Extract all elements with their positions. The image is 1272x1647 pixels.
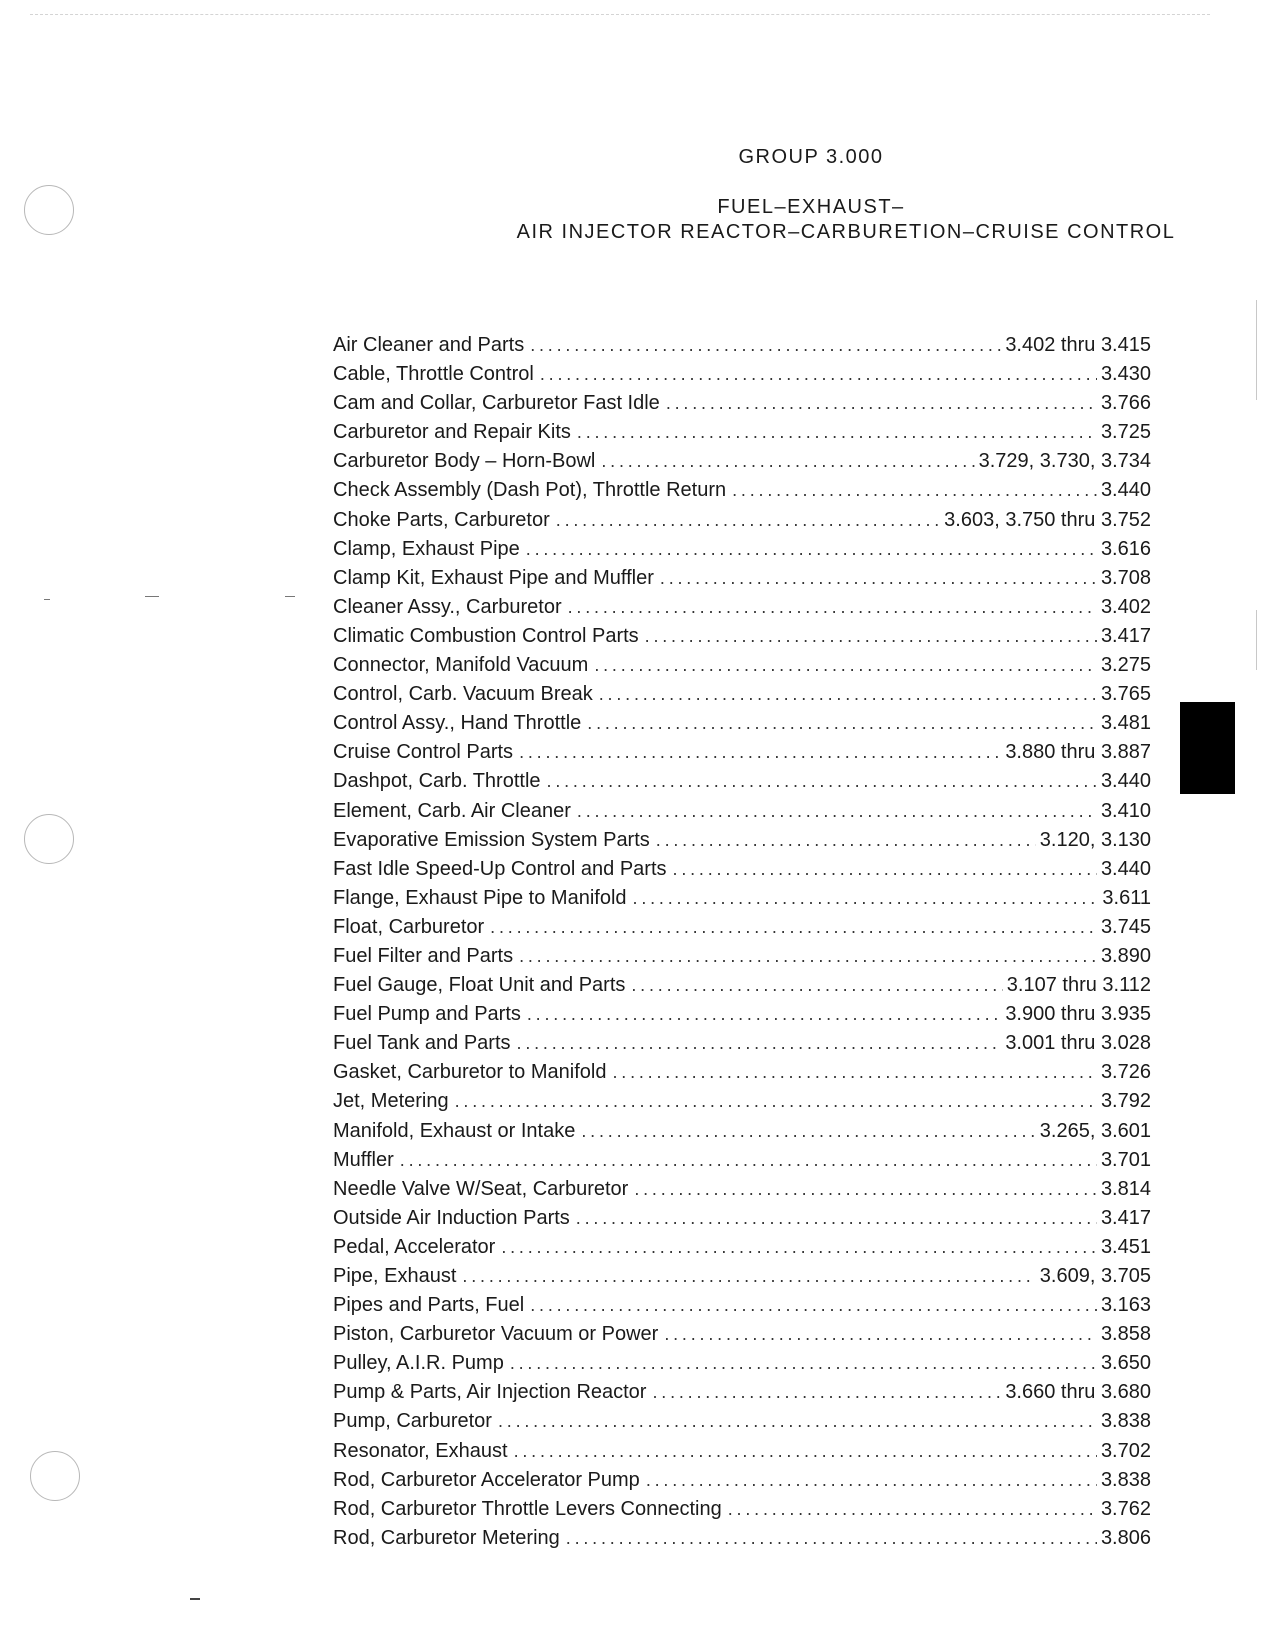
index-row bbox=[333, 1265, 1151, 1294]
index-ref: 3.410 bbox=[1100, 799, 1151, 822]
scan-edge-line bbox=[1256, 300, 1257, 400]
index-label: Check Assembly (Dash Pot), Throttle Return bbox=[333, 479, 727, 502]
index-ref: 3.858 bbox=[1100, 1323, 1151, 1346]
index-label: Fuel Pump and Parts bbox=[333, 1003, 521, 1026]
index-ref: 3.430 bbox=[1100, 363, 1151, 386]
index-row bbox=[333, 1032, 1151, 1061]
index-label: Fuel Tank and Parts bbox=[333, 1032, 511, 1055]
dot-leader bbox=[556, 510, 940, 531]
dot-leader bbox=[519, 946, 1097, 967]
index-row bbox=[333, 1207, 1151, 1236]
index-label: Jet, Metering bbox=[333, 1090, 449, 1113]
dot-leader bbox=[732, 480, 1097, 501]
dot-leader bbox=[599, 684, 1097, 705]
index-label: Cam and Collar, Carburetor Fast Idle bbox=[333, 392, 660, 415]
index-row bbox=[333, 596, 1151, 625]
index-ref: 3.890 bbox=[1100, 944, 1151, 967]
index-ref: 3.838 bbox=[1100, 1410, 1151, 1433]
index-row bbox=[333, 1440, 1151, 1469]
index-row bbox=[333, 450, 1151, 479]
index-label: Cleaner Assy., Carburetor bbox=[333, 595, 562, 618]
index-row bbox=[333, 1003, 1151, 1032]
index-row bbox=[333, 392, 1151, 421]
dot-leader bbox=[510, 1353, 1097, 1374]
index-ref: 3.481 bbox=[1100, 712, 1151, 735]
index-label: Muffler bbox=[333, 1148, 394, 1171]
dot-leader bbox=[462, 1266, 1035, 1287]
index-label: Outside Air Induction Parts bbox=[333, 1206, 570, 1229]
index-row bbox=[333, 567, 1151, 596]
index-label: Evaporative Emission System Parts bbox=[333, 828, 650, 851]
dot-leader bbox=[568, 597, 1097, 618]
dot-leader bbox=[577, 801, 1097, 822]
index-label: Manifold, Exhaust or Intake bbox=[333, 1119, 576, 1142]
index-row bbox=[333, 509, 1151, 538]
index-label: Climatic Combustion Control Parts bbox=[333, 624, 639, 647]
index-ref: 3.402 bbox=[1100, 595, 1151, 618]
index-label: Carburetor Body – Horn-Bowl bbox=[333, 450, 596, 473]
section-heading-line-1: FUEL–EXHAUST– bbox=[717, 196, 905, 218]
index-ref: 3.001 thru 3.028 bbox=[1005, 1032, 1151, 1055]
scan-mark bbox=[44, 599, 50, 600]
index-label: Rod, Carburetor Throttle Levers Connecting bbox=[333, 1497, 722, 1520]
index-row bbox=[333, 538, 1151, 567]
index-row bbox=[333, 1527, 1151, 1556]
index-row bbox=[333, 1381, 1151, 1410]
index-row bbox=[333, 421, 1151, 450]
index-ref: 3.603, 3.750 thru 3.752 bbox=[944, 508, 1151, 531]
index-label: Flange, Exhaust Pipe to Manifold bbox=[333, 886, 627, 909]
index-label: Needle Valve W/Seat, Carburetor bbox=[333, 1177, 629, 1200]
index-label: Fuel Filter and Parts bbox=[333, 944, 514, 967]
index-ref: 3.265, 3.601 bbox=[1039, 1119, 1151, 1142]
index-ref: 3.806 bbox=[1100, 1526, 1151, 1549]
dot-leader bbox=[633, 888, 1099, 909]
index-row bbox=[333, 334, 1151, 363]
index-row bbox=[333, 770, 1151, 799]
index-ref: 3.766 bbox=[1100, 392, 1151, 415]
index-row bbox=[333, 1236, 1151, 1265]
index-ref: 3.417 bbox=[1100, 1206, 1151, 1229]
index-ref: 3.611 bbox=[1102, 886, 1151, 909]
index-row bbox=[333, 887, 1151, 916]
index-label: Control, Carb. Vacuum Break bbox=[333, 683, 593, 706]
index-ref: 3.417 bbox=[1100, 624, 1151, 647]
dot-leader bbox=[530, 1295, 1097, 1316]
dot-leader bbox=[646, 1470, 1097, 1491]
dot-leader bbox=[631, 975, 1002, 996]
index-ref: 3.275 bbox=[1100, 654, 1151, 677]
index-ref: 3.900 thru 3.935 bbox=[1005, 1003, 1151, 1026]
index-label: Connector, Manifold Vacuum bbox=[333, 654, 589, 677]
index-label: Pump & Parts, Air Injection Reactor bbox=[333, 1381, 647, 1404]
index-label: Clamp, Exhaust Pipe bbox=[333, 537, 520, 560]
dot-leader bbox=[581, 1121, 1035, 1142]
scan-mark bbox=[285, 596, 295, 597]
section-heading-line-2: AIR INJECTOR REACTOR–CARBURETION–CRUISE CONTROL bbox=[516, 221, 1176, 243]
index-label: Control Assy., Hand Throttle bbox=[333, 712, 582, 735]
index-label: Pipes and Parts, Fuel bbox=[333, 1294, 525, 1317]
dot-leader bbox=[501, 1237, 1097, 1258]
index-label: Gasket, Carburetor to Manifold bbox=[333, 1061, 607, 1084]
index-row bbox=[333, 683, 1151, 712]
index-row bbox=[333, 625, 1151, 654]
dot-leader bbox=[498, 1411, 1097, 1432]
index-label: Pedal, Accelerator bbox=[333, 1235, 496, 1258]
group-title: GROUP 3.000 bbox=[738, 146, 884, 168]
binder-hole-bottom bbox=[30, 1451, 80, 1501]
dot-leader bbox=[400, 1150, 1097, 1171]
index-label: Dashpot, Carb. Throttle bbox=[333, 770, 541, 793]
index-ref: 3.451 bbox=[1100, 1235, 1151, 1258]
dot-leader bbox=[517, 1033, 1002, 1054]
index-row bbox=[333, 829, 1151, 858]
index-row bbox=[333, 1061, 1151, 1090]
dot-leader bbox=[587, 713, 1097, 734]
dot-leader bbox=[527, 1004, 1001, 1025]
index-ref: 3.745 bbox=[1100, 915, 1151, 938]
index-ref: 3.440 bbox=[1100, 770, 1151, 793]
index-label: Rod, Carburetor Accelerator Pump bbox=[333, 1468, 640, 1491]
index-ref: 3.650 bbox=[1100, 1352, 1151, 1375]
dot-leader bbox=[514, 1441, 1097, 1462]
index-label: Rod, Carburetor Metering bbox=[333, 1526, 560, 1549]
index-ref: 3.762 bbox=[1100, 1497, 1151, 1520]
dot-leader bbox=[656, 830, 1036, 851]
index-label: Clamp Kit, Exhaust Pipe and Muffler bbox=[333, 566, 654, 589]
index-row bbox=[333, 479, 1151, 508]
index-ref: 3.701 bbox=[1100, 1148, 1151, 1171]
index-row bbox=[333, 1410, 1151, 1439]
index-ref: 3.765 bbox=[1100, 683, 1151, 706]
index-label: Pump, Carburetor bbox=[333, 1410, 492, 1433]
index-ref: 3.814 bbox=[1100, 1177, 1151, 1200]
index-row bbox=[333, 916, 1151, 945]
index-label: Air Cleaner and Parts bbox=[333, 334, 525, 356]
index-ref: 3.726 bbox=[1100, 1061, 1151, 1084]
index-ref: 3.838 bbox=[1100, 1468, 1151, 1491]
index-label: Choke Parts, Carburetor bbox=[333, 508, 550, 531]
index-ref: 3.729, 3.730, 3.734 bbox=[978, 450, 1151, 473]
index-row bbox=[333, 1498, 1151, 1527]
index-row bbox=[333, 800, 1151, 829]
dot-leader bbox=[728, 1499, 1097, 1520]
index-label: Float, Carburetor bbox=[333, 915, 485, 938]
index-label: Cable, Throttle Control bbox=[333, 363, 534, 386]
dot-leader bbox=[652, 1382, 1001, 1403]
index-label: Pulley, A.I.R. Pump bbox=[333, 1352, 504, 1375]
index-label: Piston, Carburetor Vacuum or Power bbox=[333, 1323, 659, 1346]
index-row bbox=[333, 1149, 1151, 1178]
dot-leader bbox=[547, 771, 1097, 792]
index-row bbox=[333, 1120, 1151, 1149]
index-ref: 3.616 bbox=[1100, 537, 1151, 560]
index-row bbox=[333, 1352, 1151, 1381]
scan-mark bbox=[190, 1598, 200, 1600]
parts-index-list bbox=[333, 334, 1151, 1556]
dot-leader bbox=[576, 1208, 1097, 1229]
dot-leader bbox=[664, 1324, 1097, 1345]
dot-leader bbox=[455, 1091, 1097, 1112]
dot-leader bbox=[577, 422, 1097, 443]
index-row bbox=[333, 974, 1151, 1003]
index-label: Fuel Gauge, Float Unit and Parts bbox=[333, 974, 626, 997]
dot-leader bbox=[530, 335, 1001, 356]
index-row bbox=[333, 1090, 1151, 1119]
index-ref: 3.880 thru 3.887 bbox=[1005, 741, 1151, 764]
dot-leader bbox=[540, 364, 1097, 385]
index-ref: 3.702 bbox=[1100, 1439, 1151, 1462]
index-row bbox=[333, 1294, 1151, 1323]
dot-leader bbox=[673, 859, 1097, 880]
index-ref: 3.440 bbox=[1100, 857, 1151, 880]
index-label: Cruise Control Parts bbox=[333, 741, 514, 764]
dot-leader bbox=[666, 393, 1097, 414]
index-row bbox=[333, 654, 1151, 683]
index-row bbox=[333, 858, 1151, 887]
index-ref: 3.402 thru 3.415 bbox=[1005, 334, 1151, 356]
index-label: Resonator, Exhaust bbox=[333, 1439, 508, 1462]
dot-leader bbox=[526, 539, 1097, 560]
scan-mark bbox=[145, 596, 159, 597]
index-ref: 3.708 bbox=[1100, 566, 1151, 589]
index-row bbox=[333, 1469, 1151, 1498]
dot-leader bbox=[566, 1528, 1097, 1549]
index-row bbox=[333, 1323, 1151, 1352]
index-label: Carburetor and Repair Kits bbox=[333, 421, 571, 444]
scan-edge-line bbox=[1256, 610, 1257, 670]
dot-leader bbox=[519, 742, 1001, 763]
dot-leader bbox=[645, 626, 1097, 647]
index-label: Fast Idle Speed-Up Control and Parts bbox=[333, 857, 667, 880]
index-ref: 3.120, 3.130 bbox=[1039, 828, 1151, 851]
section-tab-marker bbox=[1180, 702, 1235, 794]
index-ref: 3.440 bbox=[1100, 479, 1151, 502]
index-label: Pipe, Exhaust bbox=[333, 1265, 457, 1287]
index-ref: 3.609, 3.705 bbox=[1039, 1265, 1151, 1287]
index-row bbox=[333, 945, 1151, 974]
dot-leader bbox=[601, 451, 974, 472]
index-row bbox=[333, 741, 1151, 770]
index-ref: 3.163 bbox=[1100, 1294, 1151, 1317]
index-row bbox=[333, 712, 1151, 741]
binder-hole-middle bbox=[24, 814, 74, 864]
dot-leader bbox=[612, 1062, 1096, 1083]
index-ref: 3.725 bbox=[1100, 421, 1151, 444]
dot-leader bbox=[660, 568, 1097, 589]
index-ref: 3.792 bbox=[1100, 1090, 1151, 1113]
index-row bbox=[333, 363, 1151, 392]
dot-leader bbox=[594, 655, 1097, 676]
dot-leader bbox=[490, 917, 1097, 938]
dot-leader bbox=[634, 1179, 1097, 1200]
index-ref: 3.660 thru 3.680 bbox=[1005, 1381, 1151, 1404]
scan-top-rule bbox=[30, 14, 1210, 15]
index-ref: 3.107 thru 3.112 bbox=[1006, 974, 1151, 997]
index-label: Element, Carb. Air Cleaner bbox=[333, 799, 571, 822]
index-row bbox=[333, 1178, 1151, 1207]
